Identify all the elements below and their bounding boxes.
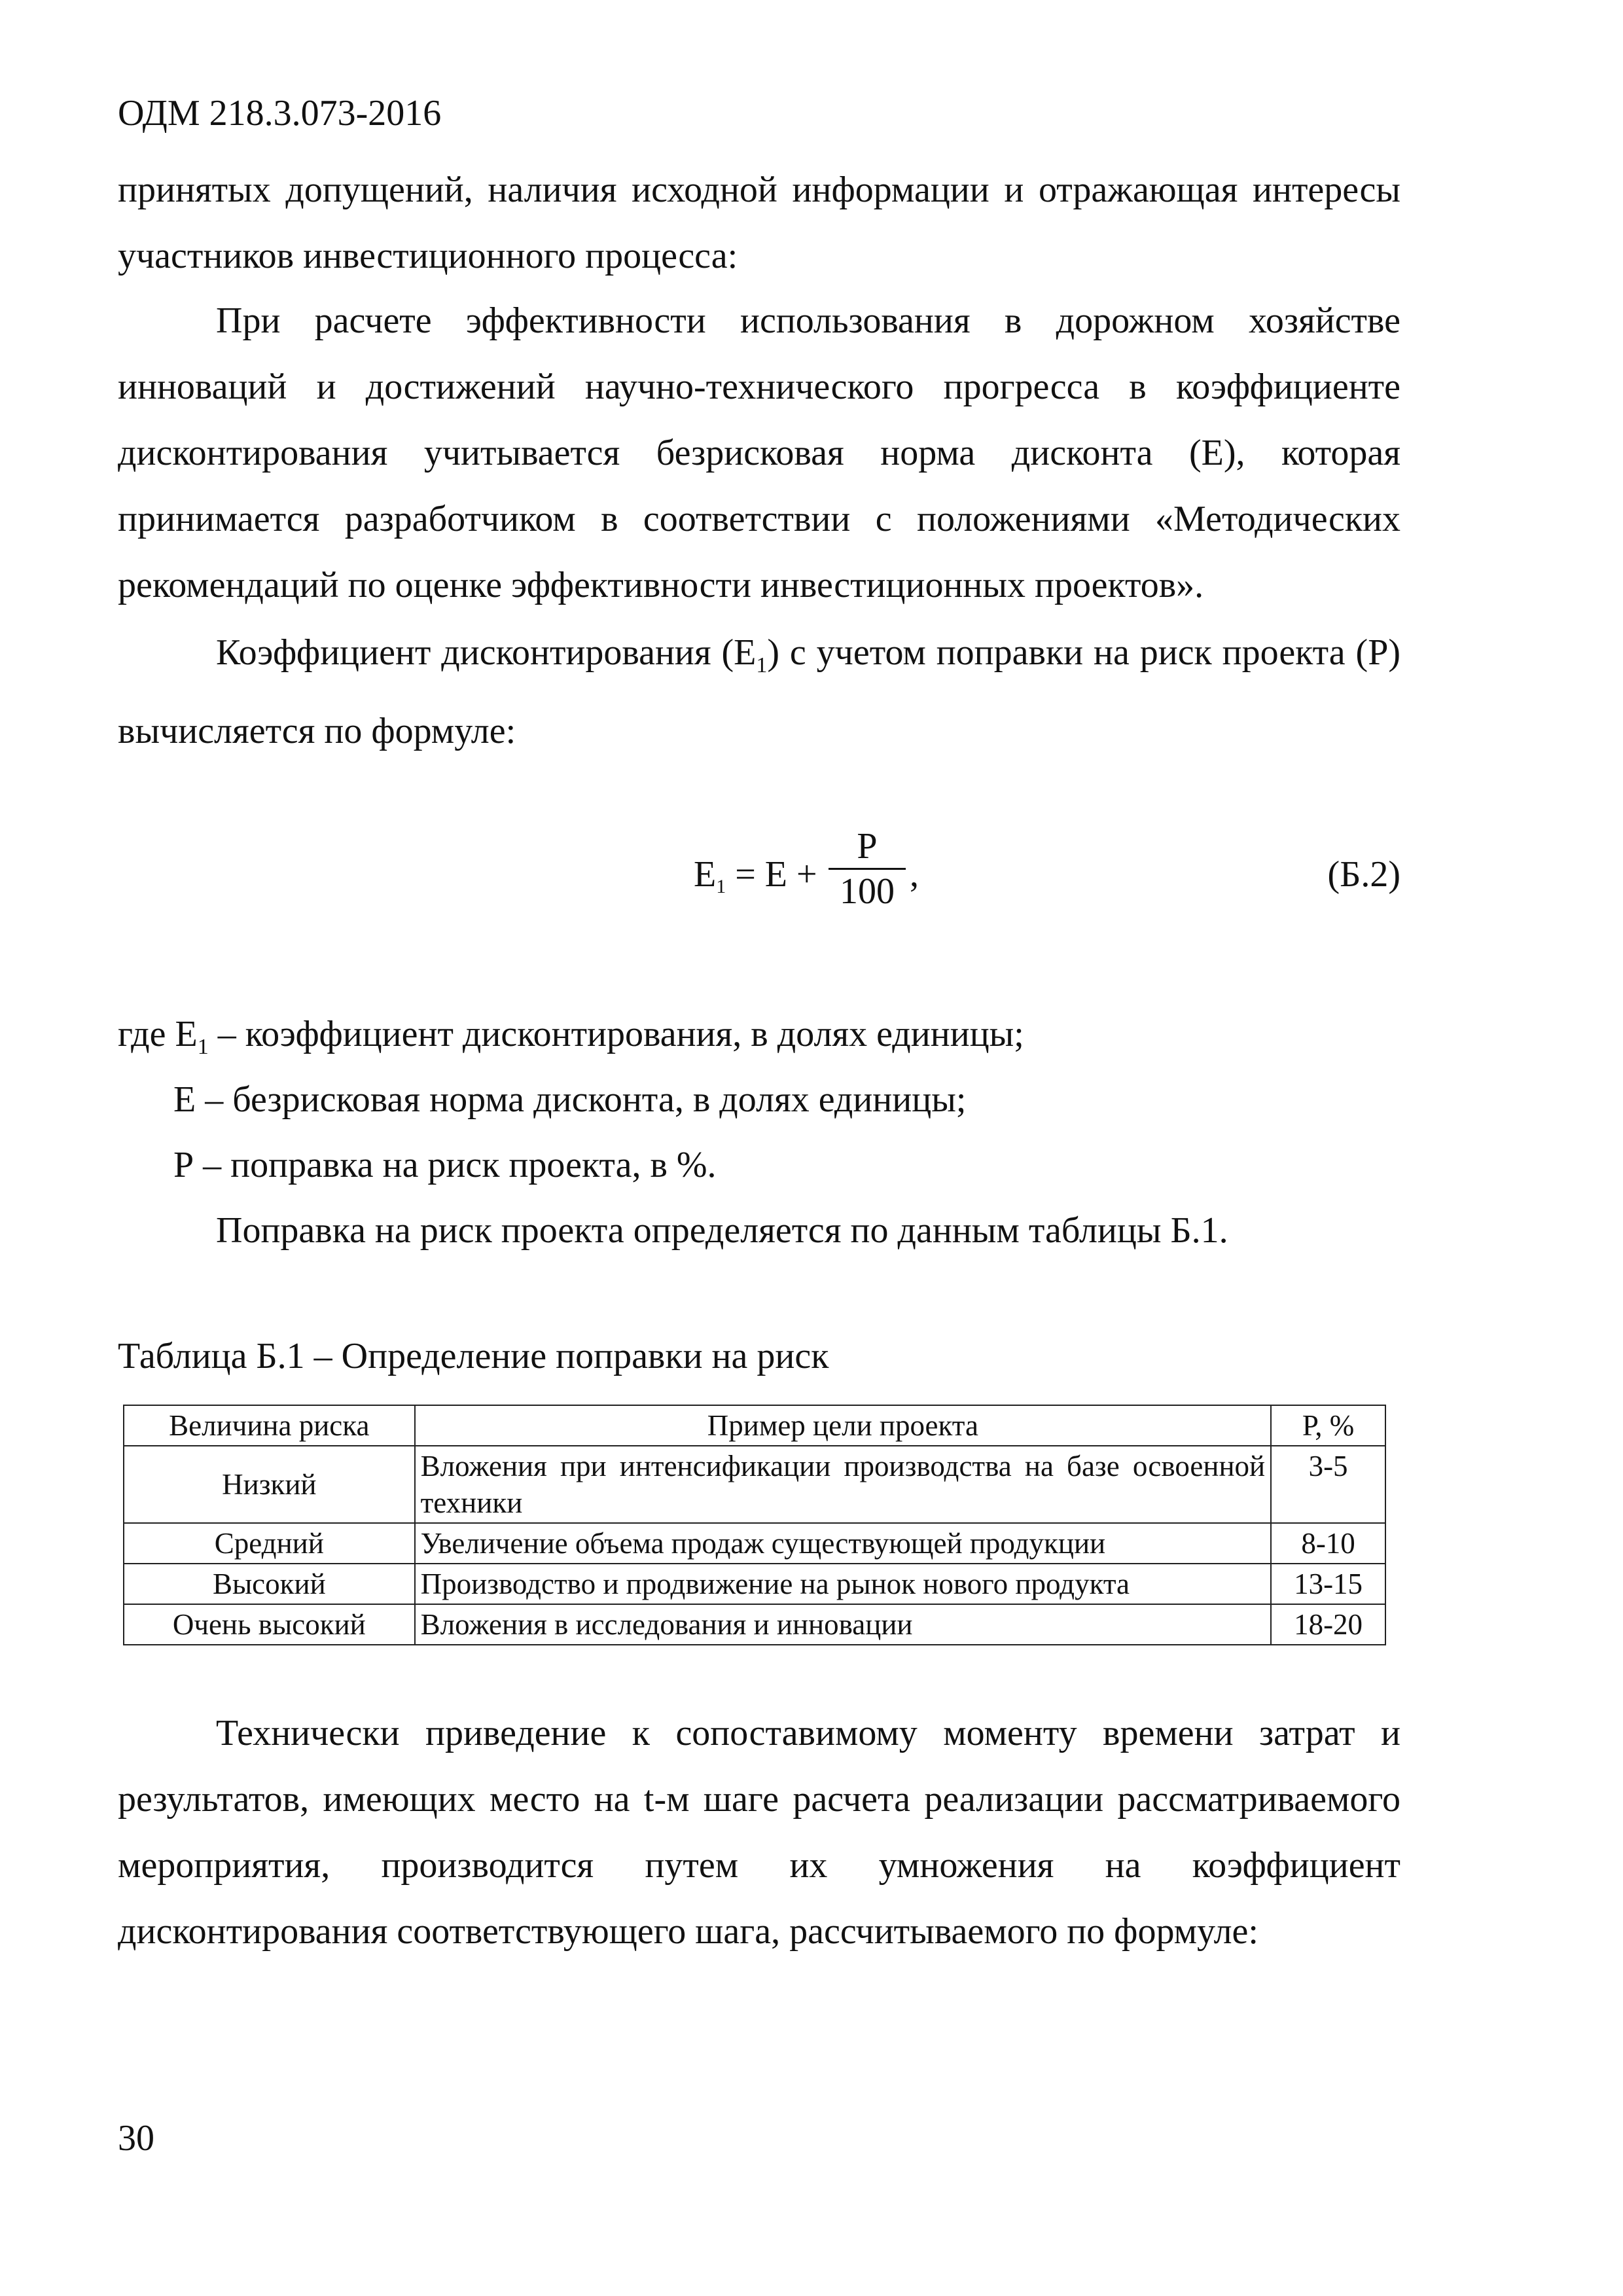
paragraph-table-reference: Поправка на риск проекта определяется по данным таблицы Б.1. <box>216 1210 1228 1251</box>
table-cell-risk: Высокий <box>124 1564 415 1604</box>
formula-comma: , <box>910 854 919 895</box>
legend-text: – коэффициент дисконтирования, в долях единицы; <box>208 1014 1024 1054</box>
table-cell-example: Производство и продвижение на рынок нового продукта <box>415 1564 1272 1604</box>
table-row <box>124 1564 1385 1604</box>
formula-subscript: 1 <box>716 876 726 897</box>
paragraph-formula-intro <box>118 620 1400 764</box>
table-header-row <box>124 1405 1385 1446</box>
table-header-cell: Р, % <box>1271 1405 1385 1446</box>
subscript: 1 <box>197 1035 209 1060</box>
fraction-denominator: 100 <box>840 871 895 912</box>
table-cell-example: Увеличение объема продаж существующей продукции <box>415 1523 1272 1564</box>
table-cell-risk: Низкий <box>124 1446 415 1523</box>
table-caption: Таблица Б.1 – Определение поправки на риск <box>118 1336 829 1376</box>
table-cell-percent: 18-20 <box>1271 1604 1385 1645</box>
table-cell-example: Вложения в исследования и инновации <box>415 1604 1272 1645</box>
paragraph-text: ) с учетом поправки на риск проекта (Р) вычисляется по формуле: <box>118 632 1400 752</box>
table-row <box>124 1523 1385 1564</box>
formula-lhs <box>694 853 817 898</box>
subscript: 1 <box>756 653 768 678</box>
paragraph-text: Коэффициент дисконтирования (Е <box>216 632 757 673</box>
fraction-numerator: P <box>857 826 878 867</box>
table-cell-example: Вложения при интенсификации производства на базе освоенной техники <box>415 1446 1272 1523</box>
table-row <box>124 1604 1385 1645</box>
formula-b2 <box>0 825 1623 929</box>
table-header-cell: Величина риска <box>124 1405 415 1446</box>
formula-fraction <box>831 825 903 913</box>
table-cell-risk: Очень высокий <box>124 1604 415 1645</box>
legend-item-e: Е – безрисковая норма дисконта, в долях единицы; <box>173 1079 967 1120</box>
paragraph-discount-norm: При расчете эффективности использования в дорожном хозяйстве инноваций и достижений научно-технического прогресса в коэффициенте дисконтирования учитывается безрисковая норма дисконта (Е), которая принимается разработчиком в соответствии с положениями «Методических рекомендаций по оценке эффективности инвестиционных проектов». <box>118 300 1400 605</box>
table-cell-percent: 3-5 <box>1271 1446 1385 1523</box>
paragraph-discounting-step: Технически приведение к сопоставимому моменту времени затрат и результатов, имеющих место на t-м шаге расчета реализации рассматриваемого мероприятия, производится путем их умножения на коэффициент дисконтирования соответствующего шага, рассчитываемого по формуле: <box>118 1713 1400 1952</box>
formula-rhs: = E + <box>726 854 817 895</box>
page-number: 30 <box>118 2118 154 2159</box>
table-cell-percent: 8-10 <box>1271 1523 1385 1564</box>
table-header-cell: Пример цели проекта <box>415 1405 1272 1446</box>
legend-item-p: Р – поправка на риск проекта, в %. <box>173 1145 717 1185</box>
formula-symbol: E <box>694 854 717 895</box>
table-cell-percent: 13-15 <box>1271 1564 1385 1604</box>
paragraph-continuation: принятых допущений, наличия исходной информации и отражающая интересы участников инвестиционного процесса: <box>118 170 1400 276</box>
legend-text: где Е <box>118 1014 198 1054</box>
document-code: ОДМ 218.3.073-2016 <box>118 93 442 134</box>
table-row <box>124 1446 1385 1523</box>
formula-number: (Б.2) <box>1327 854 1400 895</box>
table-cell-risk: Средний <box>124 1523 415 1564</box>
risk-table <box>123 1405 1386 1645</box>
